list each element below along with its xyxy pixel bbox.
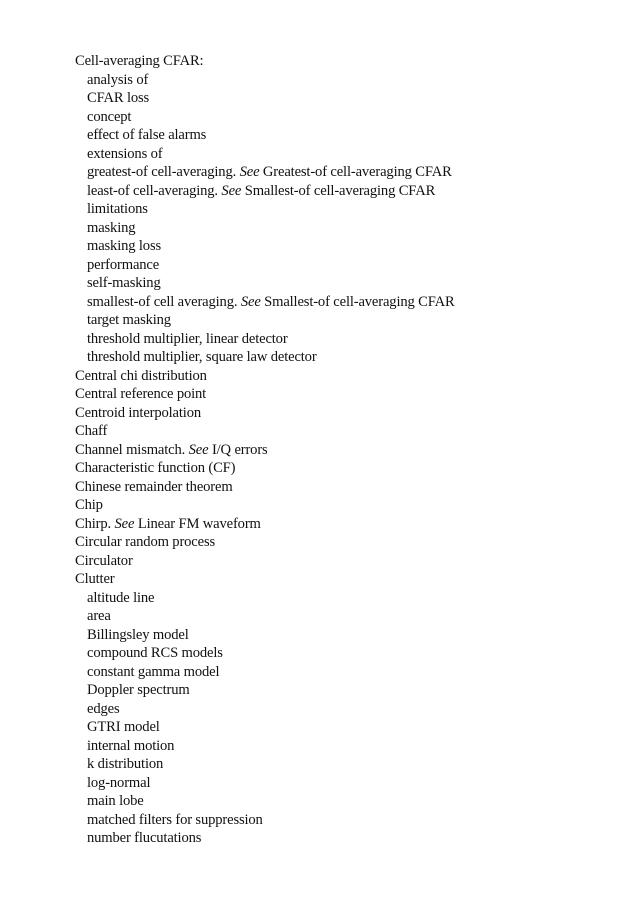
index-entry (75, 367, 615, 386)
index-subentry (75, 274, 615, 293)
index-subentry (75, 200, 615, 219)
index-entry (75, 570, 615, 589)
index-subentry (75, 626, 615, 645)
index-term: internal motion (87, 737, 175, 754)
index-subentry (75, 607, 615, 626)
index-entry (75, 533, 615, 552)
cross-reference-target: Linear FM waveform (137, 515, 261, 532)
index-term: threshold multiplier, linear detector (87, 330, 288, 347)
index-subentry (75, 718, 615, 737)
index-term: Doppler spectrum (87, 682, 190, 698)
index-entry (75, 404, 615, 423)
index-entry (75, 385, 615, 404)
index-term: masking loss (87, 238, 162, 254)
index-subentry (75, 219, 615, 238)
index-term: Channel mismatch. (75, 441, 186, 458)
index-term: least-of cell-averaging. (87, 182, 218, 199)
index-term: log-normal (87, 774, 151, 791)
index-subentry (75, 755, 615, 774)
index-subentry (75, 256, 615, 275)
index-subentry (75, 663, 615, 682)
index-subentry (75, 700, 615, 719)
index-term: concept (87, 108, 132, 125)
index-term: limitations (87, 201, 148, 217)
index-term: k distribution (87, 756, 164, 772)
index-entry (75, 52, 615, 71)
index-term: compound RCS models (87, 645, 223, 661)
index-term: extensions of (87, 145, 163, 162)
index-subentry (75, 237, 615, 256)
index-subentry (75, 681, 615, 700)
index-term: analysis of (87, 71, 149, 88)
cross-reference-target: I/Q errors (211, 441, 268, 458)
index-subentry (75, 792, 615, 811)
index-subentry (75, 829, 615, 848)
index-subentry (75, 293, 615, 312)
index-entry (75, 422, 615, 441)
index-entry (75, 459, 615, 478)
index-term: smallest-of cell averaging. (87, 293, 238, 310)
see-reference-label: See (221, 182, 242, 199)
index-term: Cell-averaging CFAR: (75, 53, 204, 69)
see-reference-label: See (240, 293, 261, 310)
see-reference-label: See (114, 515, 135, 532)
index-term: Characteristic function (CF) (75, 460, 236, 476)
index-subentry (75, 108, 615, 127)
index-entry (75, 478, 615, 497)
index-term: constant gamma model (87, 663, 220, 680)
index-term: Centroid interpolation (75, 404, 201, 421)
cross-reference-target: Smallest-of cell-averaging CFAR (244, 182, 436, 199)
index-term: main lobe (87, 793, 144, 809)
index-term: performance (87, 256, 160, 273)
index-term: Billingsley model (87, 626, 189, 643)
index-subentry (75, 644, 615, 663)
index-term: Central reference point (75, 386, 207, 402)
index-entry (75, 515, 615, 534)
index-subentry (75, 126, 615, 145)
index-term: CFAR loss (87, 90, 150, 106)
index-term: greatest-of cell-averaging. (87, 164, 237, 180)
index-subentry (75, 330, 615, 349)
index-term: Chip (75, 497, 103, 513)
index-subentry (75, 311, 615, 330)
index-term: effect of false alarms (87, 127, 207, 143)
index-subentry (75, 348, 615, 367)
see-reference-label: See (239, 164, 260, 180)
index-term: matched filters for suppression (87, 811, 263, 828)
cross-reference-target: Smallest-of cell-averaging CFAR (264, 293, 455, 310)
index-term: threshold multiplier, square law detector (87, 349, 317, 365)
index-subentry (75, 774, 615, 793)
index-subentry (75, 737, 615, 756)
index-entry (75, 496, 615, 515)
index-subentry (75, 182, 615, 201)
index-entry (75, 552, 615, 571)
cross-reference-target: Greatest-of cell-averaging CFAR (262, 164, 452, 180)
index-term: number flucutations (87, 830, 202, 846)
index-term: Clutter (75, 571, 115, 587)
index-term: target masking (87, 312, 171, 328)
index-subentry (75, 89, 615, 108)
index-term: edges (87, 700, 120, 717)
index-term: Chinese remainder theorem (75, 478, 233, 495)
index-term: area (87, 608, 111, 624)
index-entry-list (75, 52, 615, 848)
index-term: Circulator (75, 552, 133, 569)
index-term: Chaff (75, 423, 108, 439)
see-reference-label: See (188, 441, 209, 458)
index-subentry (75, 811, 615, 830)
index-subentry (75, 145, 615, 164)
index-term: GTRI model (87, 719, 160, 735)
index-term: altitude line (87, 589, 155, 606)
index-term: Circular random process (75, 534, 216, 550)
index-term: self-masking (87, 275, 161, 291)
index-subentry (75, 589, 615, 608)
index-subentry (75, 163, 615, 182)
index-term: Chirp. (75, 515, 111, 532)
index-term: masking (87, 219, 136, 236)
index-entry (75, 441, 615, 460)
index-subentry (75, 71, 615, 90)
index-term: Central chi distribution (75, 367, 207, 384)
